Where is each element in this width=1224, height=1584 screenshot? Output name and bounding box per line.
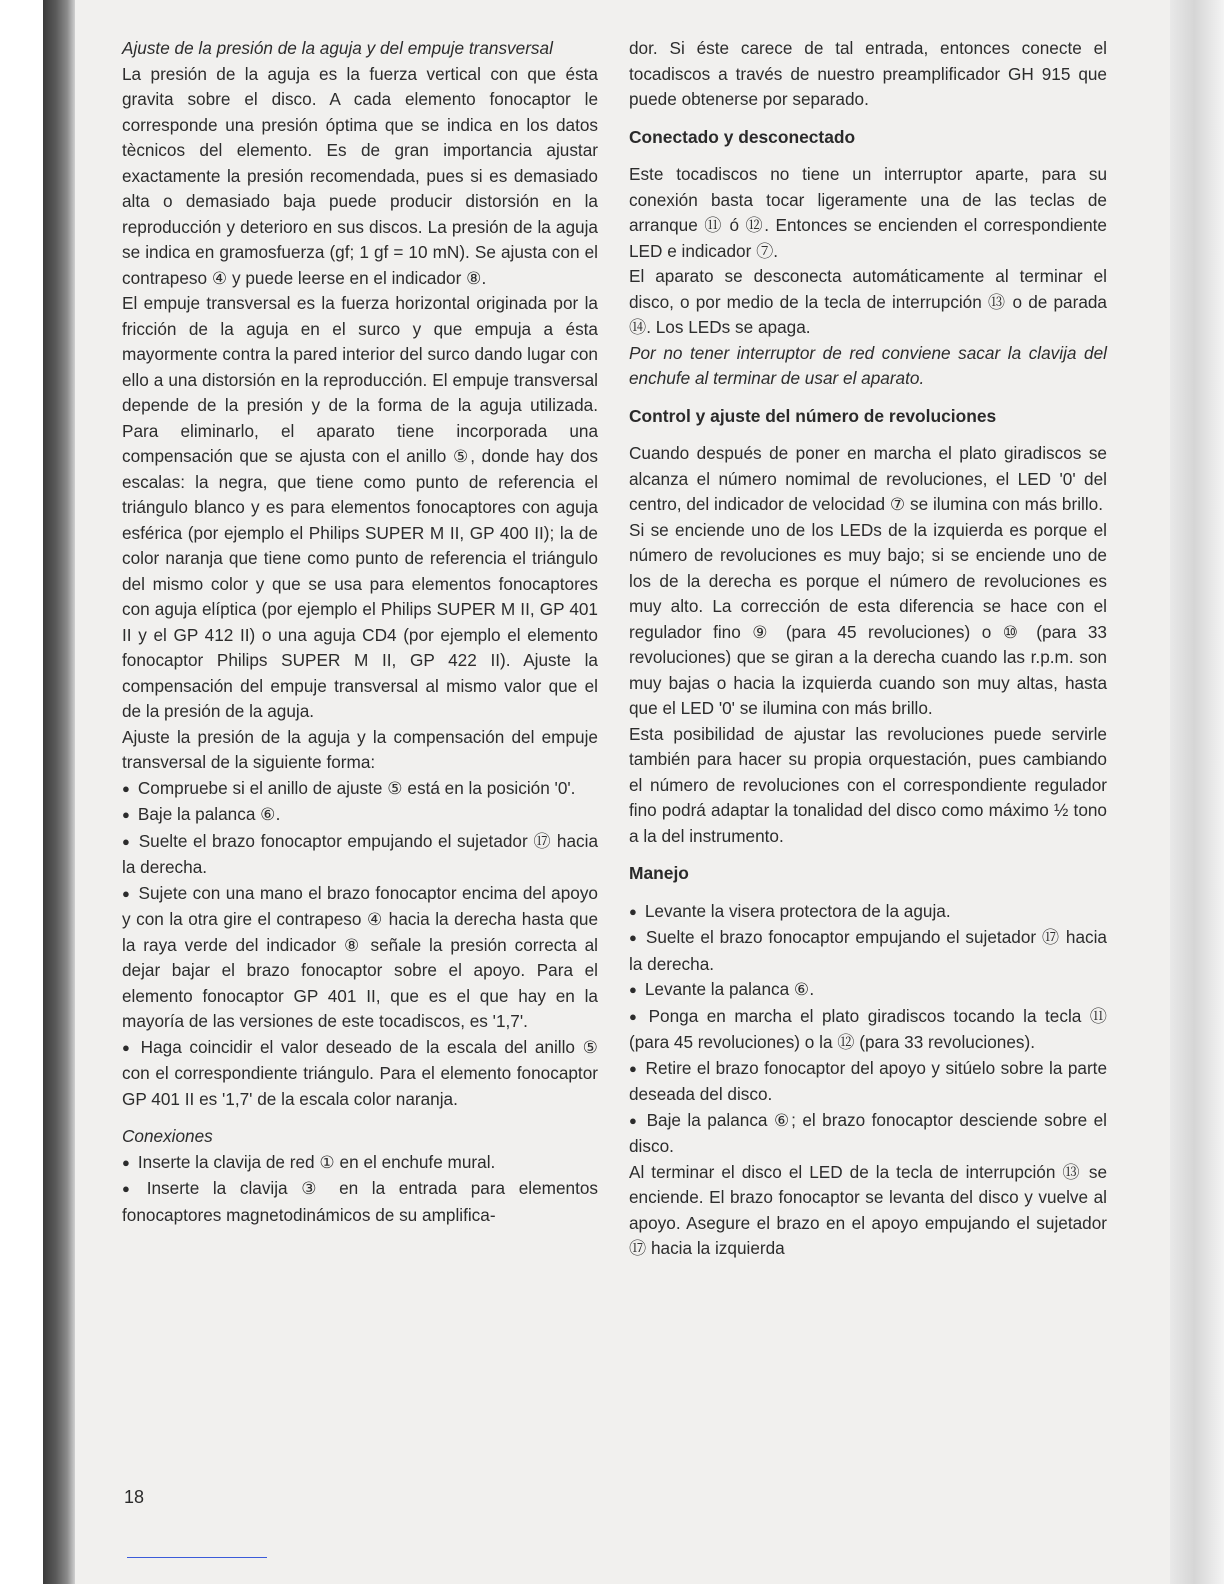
list-item: ● Levante la palanca ⑥. <box>629 977 1107 1004</box>
list-item: ● Compruebe si el anillo de ajuste ⑤ está en la posición '0'. <box>122 776 598 803</box>
page-edge <box>1170 0 1224 1584</box>
manual-page <box>75 0 1170 1584</box>
paragraph-note: Por no tener interruptor de red conviene sacar la clavija del enchufe al terminar de usar el aparato. <box>629 342 1107 388</box>
list-item: ● Suelte el brazo fonocaptor empujando el sujetador ⑰ hacia la derecha. <box>629 925 1107 977</box>
list-item: ● Retire el brazo fonocaptor del apoyo y sitúelo sobre la parte deseada del disco. <box>629 1056 1107 1108</box>
list-item: ● Inserte la clavija ③ en la entrada para elementos fonocaptores magnetodinámicos de su amplifica- <box>122 1176 598 1228</box>
list-item: ● Baje la palanca ⑥. <box>122 802 598 829</box>
left-column <box>122 36 598 1228</box>
paragraph: Cuando después de poner en marcha el plato giradiscos se alcanza el número nomimal de revoluciones, el LED '0' del centro, del indicador de velocidad ⑦ se ilumina con más brillo. <box>629 443 1107 514</box>
list-item: ● Levante la visera protectora de la aguja. <box>629 899 1107 926</box>
paragraph: Esta posibilidad de ajustar las revoluciones puede servirle también para hacer su propia orquestación, pues cambiando el número de revoluciones con el correspondiente regulador fino podrá adaptar la tonalidad del disco como máximo ½ tono a la del instrumento. <box>629 723 1107 846</box>
paragraph: El empuje transversal es la fuerza horizontal originada por la fricción de la aguja en el surco y que empuja a ésta mayormente contra la pared interior del surco dando lugar con ello a una distorsión en la reproducción. El empuje transversal depende de la presión y de la forma de la aguja utilizada. Para eliminarlo, el aparato tiene incorporada una compensación que se ajusta con el anillo ⑤, donde hay dos escalas: la negra, que tiene como punto de referencia el triángulo blanco y es para elementos fonocaptores con aguja esférica (por ejemplo el Philips SUPER M II, GP 400 II); la de color naranja que tiene como punto de referencia el triángulo del mismo color y que se usa para elementos fonocaptores con aguja elíptica (por ejemplo el Philips SUPER M II, GP 401 II y el GP 412 II) o una aguja CD4 (por ejemplo el elemento fonocaptor Philips SUPER M II, GP 422 II). Ajuste la compensación del empuje transversal al mismo valor que el de la presión de la aguja. <box>122 293 598 721</box>
paragraph: Si se enciende uno de los LEDs de la izquierda es porque el número de revoluciones es muy bajo; si se enciende uno de los de la derecha es porque el número de revoluciones es muy alto. La corrección de esta diferencia se hace con el regulador fino ⑨ (para 45 revoluciones) o ⑩ (para 33 revoluciones) que se giran a la derecha cuando las r.p.m. son muy bajas o hacia la izquierda cuando son muy altas, hasta que el LED '0' se ilumina con más brillo. <box>629 519 1107 718</box>
section-heading-power: Conectado y desconectado <box>629 126 856 147</box>
list-item: ● Baje la palanca ⑥; el brazo fonocaptor desciende sobre el disco. <box>629 1108 1107 1160</box>
book-spine-shadow <box>43 0 75 1584</box>
list-item: ● Sujete con una mano el brazo fonocaptor encima del apoyo y con la otra gire el contrapeso ④ hacia la derecha hasta que la raya verde del indicador ⑧ señale la presión correcta al dejar bajar el brazo fonocaptor sobre el apoyo. Para el elemento fonocaptor GP 401 II, que es el que hay en la mayoría de las versiones de este tocadiscos, es '1,7'. <box>122 881 598 1035</box>
list-item: ● Ponga en marcha el plato giradiscos tocando la tecla ⑪ (para 45 revoluciones) o la ⑫ (para 33 revoluciones). <box>629 1004 1107 1056</box>
link-underline[interactable] <box>127 1557 267 1558</box>
paragraph: La presión de la aguja es la fuerza vertical con que ésta gravita sobre el disco. A cada elemento fonocaptor le corresponde una presión óptima que se indica en los datos tècnicos del elemento. Es de gran importancia ajustar exactamente la presión recomendada, pues si es demasiado alta o demasiado baja puede producir distorsión en la reproducción y deterioro en sus discos. La presión de la aguja se indica en gramosfuerza (gf; 1 gf = 10 mN). Se ajusta con el contrapeso ④ y puede leerse en el indicador ⑧. <box>122 63 598 288</box>
list-item: ● Haga coincidir el valor deseado de la escala del anillo ⑤ con el correspondiente triángulo. Para el elemento fonocaptor GP 401 II es '1,7' de la escala color naranja. <box>122 1035 598 1113</box>
paragraph: dor. Si éste carece de tal entrada, entonces conecte el tocadiscos a través de nuestro preamplificador GH 915 que puede obtenerse por separado. <box>629 38 1107 109</box>
section-heading-speed: Control y ajuste del número de revoluciones <box>629 405 997 426</box>
paragraph: Al terminar el disco el LED de la tecla de interrupción ⑬ se enciende. El brazo fonocaptor se levanta del disco y vuelve al apoyo. Asegure el brazo en el apoyo empujando el sujetador ⑰ hacia la izquierda <box>629 1161 1107 1258</box>
list-item: ● Suelte el brazo fonocaptor empujando el sujetador ⑰ hacia la derecha. <box>122 829 598 881</box>
paragraph: Este tocadiscos no tiene un interruptor aparte, para su conexión basta tocar ligeramente una de las teclas de arranque ⑪ ó ⑫. Entonces se encienden el correspondiente LED e indicador ⑦. <box>629 164 1107 261</box>
paragraph: El aparato se desconecta automáticamente al terminar el disco, o por medio de la tecla de interrupción ⑬ o de parada ⑭. Los LEDs se apaga. <box>629 266 1107 337</box>
section-heading-connections: Conexiones <box>122 1126 213 1146</box>
paragraph: Ajuste la presión de la aguja y la compensación del empuje transversal de la siguiente forma: <box>122 726 598 772</box>
page-number: 18 <box>124 1487 145 1507</box>
right-column <box>629 36 1107 1262</box>
section-heading-handling: Manejo <box>629 863 689 883</box>
list-item: ● Inserte la clavija de red ① en el enchufe mural. <box>122 1150 598 1177</box>
section-heading-needle-pressure: Ajuste de la presión de la aguja y del empuje transversal <box>122 38 553 58</box>
